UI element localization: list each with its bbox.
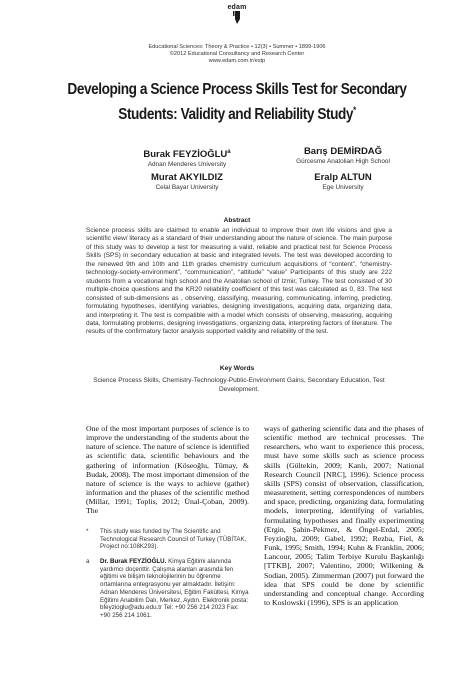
title-line-1: Developing a Science Process Skills Test for Secondary <box>67 81 407 98</box>
copyright-notice: ©2012 Educational Consultancy and Research Center <box>169 51 305 57</box>
abstract-text: Science process skills are claimed to enable an individual to improve their own life visions and give a scientific view/ literacy as a standard of their understanding about the nature of science. The main purpose of this study was to develop a test for measuring a valid, reliable and practical test for Science Process Skills (SPS) in secondary education at basic and integrated levels. The test was developed according to the renewed 9th and 10th and 11th grades chemistry curriculum acquisitions of “content”, “chemistry-technology-society-environment”, “communication”, “attitude” “value” Participants of this study are 222 students from a vocational high school and the Anatolian school of Izmir, Turkey. The test consisted of 30 multiple-choice questions and the KR20 reliability coefficient of this test was calculated as 0, 83. The test consisted of sub-dimensions as , observing, classifying, measuring, communicating, inferring, predicting, formulating hypotheses, identifying variables, designing investigations, acquiring data, organizing data, and interpreting it. The test is compatible with a model which consists of observing, measuring, acquiring data, formulating problems, designing investigations, organizing data, interpreting factors of literature. The results of the confirmatory factor analysis supported validity and reliability of the test. <box>86 227 392 336</box>
journal-url: www.edam.com.tr/estp <box>208 58 266 64</box>
publisher-logo <box>226 4 248 24</box>
body-column-left: One of the most important purposes of science is to improve the understanding of the students about the nature of science. The nature of science is identified as scientific data, scientific behaviours and the gathering of information (Köseoğlu, Tümay, & Budak, 2008). The most important dimension of the nature of science is the ways to achieve (gather) information and the phases of the scientific method (Millar, 1991; Toplis, 2012; Ünal-Çoban, 2009). The <box>86 424 249 516</box>
author-affiliation: Adnan Menderes University <box>147 161 227 169</box>
abstract-heading: Abstract <box>223 217 251 224</box>
author-affiliation: Gürcesme Anatolian High School <box>296 158 390 165</box>
footnote-author-name: Dr. Burak FEYZİOĞLU. <box>100 558 167 565</box>
author-name: Murat AKYILDIZ <box>151 172 223 183</box>
footnote-mark: * <box>86 528 89 535</box>
author-affiliation: Celal Bayar University <box>155 184 219 191</box>
author-footnote-mark: a <box>227 149 231 155</box>
title-footnote-mark: * <box>353 105 356 115</box>
journal-citation: Educational Sciences: Theory & Practice • 12(3) • Summer • 1899-1906 <box>148 44 326 50</box>
author-name: Barış DEMİRDAĞ <box>303 146 383 157</box>
author-name: Burak FEYZİOĞLU <box>143 149 228 161</box>
paper-title <box>64 80 411 125</box>
footnote-text: This study was funded by The Scientific and Technological Research Council of Turkey (TÜBİTAK, Project no:108K293). <box>100 528 247 551</box>
author-block <box>253 172 433 192</box>
author-block <box>253 146 433 166</box>
body-column-right: ways of gathering scientific data and the phases of scientific method are technical processes. The researchers, who want to experience this process, must have some skills such as science process skills (Gültekin, 2009; Kanlı, 2007; National Research Council [NRC], 1996). Science process skills (SPS) consist of observation, classification, measurement, setting correspondences of numbers and space, predicting, organizing data, formulating models, interpreting, identifying of variables, formulating hypotheses and finally experimenting (Ergin, Şahin-Pekmez, & Öngel-Erdal, 2005; Feyzioğlu, 2009; Gabel, 1992; Rezba, Fiel, & Funk, 1995; Smith, 1994; Kuhn & Franklin, 2006; Lancour, 2005; Talim Terbiye Kurulu Başkanlığı [TTKB], 2007; Valentino, 2000; Wilkening & Sodian, 2005). Zimmerman (2007) put forward the idea that SPS could be done by scientific understanding and conceptual change. According to Koslowski (1996), SPS is an application <box>264 424 424 607</box>
publisher-logo-text: edam <box>227 4 247 11</box>
author-block <box>97 172 277 192</box>
publisher-logo-icon <box>231 11 243 24</box>
keywords-text: Science Process Skills, Chemistry-Technology-Public-Environment Gains, Secondary Education, Test Development. <box>93 377 385 393</box>
footnote-funding <box>86 528 249 551</box>
author-name: Eralp ALTUN <box>314 172 372 183</box>
keywords-heading: Key Words <box>219 365 255 372</box>
author-block <box>97 146 277 169</box>
author-affiliation: Ege University <box>322 184 364 191</box>
title-line-2: Students: Validity and Reliability Study <box>118 106 354 124</box>
footnote-author <box>86 558 249 620</box>
footnote-text: Kimya Eğitimi alanında yardımcı doçenttir. Çalışma alanları arasında fen eğitimi ve bilişim teknolojilerinin bu öğrenme ortamlarına entegrasyonu yer almaktadır. İletişim: Adnan Menderes Üniversitesi, Eğitim Fakültesi, Kimya Eğitimi Anabilim Dalı, Merkez, Aydın. Elektronik posta: bfeyzioglu@adu.edu.tr Tel: +90 256 214 2023 Fax: +90 256 214 1061. <box>100 558 249 619</box>
footnote-mark: a <box>86 558 90 565</box>
